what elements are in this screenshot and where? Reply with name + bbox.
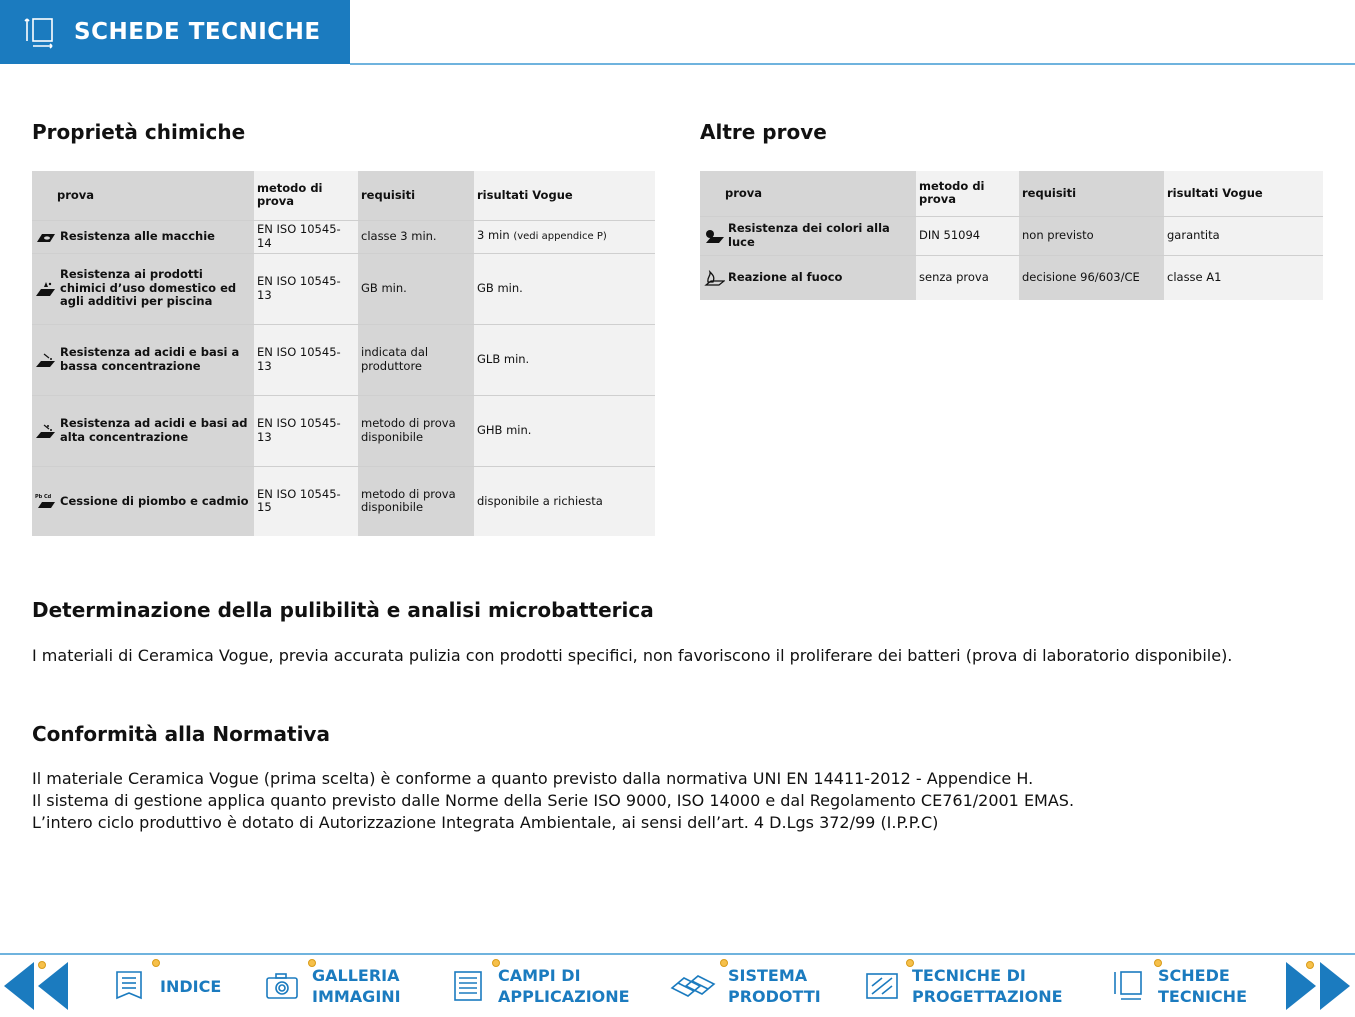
row-prova: Reazione al fuoco bbox=[728, 270, 843, 284]
header-requisiti: requisiti bbox=[358, 171, 474, 220]
technical-sheets-icon bbox=[1110, 968, 1146, 1004]
nav-label: TECNICHE bbox=[1158, 987, 1247, 1006]
compliance-line: Il sistema di gestione applica quanto previsto dalle Norme della Serie ISO 9000, ISO 14000 e dal Regolamento CE761/2001 EMAS. bbox=[32, 791, 1075, 810]
design-icon bbox=[864, 968, 900, 1004]
row-metodo: EN ISO 10545-13 bbox=[254, 253, 358, 324]
nav-dot bbox=[720, 959, 728, 967]
compliance-line: Il materiale Ceramica Vogue (prima scelta) è conforme a quanto previsto dalla normativa UNI EN 14411-2012 - Appendice H. bbox=[32, 769, 1034, 788]
header-prova: prova bbox=[32, 171, 254, 220]
acid-low-icon bbox=[35, 352, 57, 368]
svg-text:Pb Cd: Pb Cd bbox=[35, 494, 52, 501]
table-row bbox=[32, 220, 655, 253]
nav-item-indice[interactable] bbox=[112, 963, 221, 1009]
header-requisiti: requisiti bbox=[1019, 171, 1164, 216]
row-metodo: EN ISO 10545-13 bbox=[254, 395, 358, 466]
row-metodo: EN ISO 10545-13 bbox=[254, 324, 358, 395]
nav-dot bbox=[906, 959, 914, 967]
other-table bbox=[700, 171, 1323, 300]
nav-dot bbox=[1306, 961, 1314, 969]
header-risultati: risultati Vogue bbox=[474, 171, 655, 220]
light-fastness-icon bbox=[703, 228, 725, 244]
tiles-icon bbox=[670, 968, 716, 1004]
table-row bbox=[32, 466, 655, 536]
previous-page-button[interactable] bbox=[2, 958, 70, 1014]
nav-dot bbox=[308, 959, 316, 967]
row-requisiti: indicata dal produttore bbox=[358, 324, 474, 395]
row-prova: Resistenza ad acidi e basi a bassa concentrazione bbox=[60, 345, 240, 373]
row-risultati: disponibile a richiesta bbox=[474, 466, 655, 536]
cleanability-title: Determinazione della pulibilità e analisi microbatterica bbox=[32, 598, 654, 622]
cleanability-text: I materiali di Ceramica Vogue, previa accurata pulizia con prodotti specifici, non favoriscono il proliferare dei batteri (prova di laboratorio disponibile). bbox=[32, 646, 1233, 665]
nav-label: PROGETTAZIONE bbox=[912, 987, 1063, 1006]
row-prova: Resistenza dei colori alla luce bbox=[728, 221, 890, 249]
header-metodo: metodo di prova bbox=[254, 171, 358, 220]
nav-item-galleria[interactable] bbox=[264, 963, 401, 1009]
nav-label: GALLERIA bbox=[312, 966, 400, 985]
row-requisiti: GB min. bbox=[358, 253, 474, 324]
nav-item-sistema[interactable] bbox=[670, 963, 821, 1009]
row-requisiti: metodo di prova disponibile bbox=[358, 466, 474, 536]
lead-cadmium-icon bbox=[35, 493, 57, 509]
row-risultati: GB min. bbox=[474, 253, 655, 324]
row-metodo: senza prova bbox=[916, 255, 1019, 300]
nav-label: IMMAGINI bbox=[312, 987, 401, 1006]
nav-label: PRODOTTI bbox=[728, 987, 821, 1006]
table-row bbox=[700, 255, 1323, 300]
header-tab bbox=[0, 0, 350, 64]
table-header-row bbox=[700, 171, 1323, 216]
row-prova: Resistenza alle macchie bbox=[60, 228, 215, 243]
nav-label: CAMPI DI bbox=[498, 966, 581, 985]
compliance-title: Conformità alla Normativa bbox=[32, 722, 330, 746]
row-risultati: classe A1 bbox=[1164, 255, 1323, 300]
nav-dot bbox=[38, 961, 46, 969]
table-row bbox=[32, 253, 655, 324]
nav-item-schede[interactable] bbox=[1110, 963, 1247, 1009]
row-risultati: garantita bbox=[1164, 216, 1323, 255]
chemical-section-title: Proprietà chimiche bbox=[32, 120, 246, 144]
table-header-row bbox=[32, 171, 655, 220]
nav-label: APPLICAZIONE bbox=[498, 987, 630, 1006]
other-section-title: Altre prove bbox=[700, 120, 827, 144]
row-risultati: 3 min bbox=[477, 228, 510, 243]
row-requisiti: non previsto bbox=[1019, 216, 1164, 255]
nav-label: SCHEDE bbox=[1158, 966, 1230, 985]
header-prova: prova bbox=[700, 171, 916, 216]
table-row bbox=[32, 395, 655, 466]
camera-icon bbox=[264, 968, 300, 1004]
header-divider bbox=[350, 63, 1355, 65]
row-risultati: GHB min. bbox=[474, 395, 655, 466]
row-metodo: EN ISO 10545-15 bbox=[254, 466, 358, 536]
nav-item-campi[interactable] bbox=[450, 963, 630, 1009]
fire-icon bbox=[703, 270, 725, 286]
header-metodo: metodo di prova bbox=[916, 171, 1019, 216]
row-risultati: GLB min. bbox=[474, 324, 655, 395]
nav-dot bbox=[152, 959, 160, 967]
row-requisiti: classe 3 min. bbox=[358, 220, 474, 253]
header-title: SCHEDE TECNICHE bbox=[74, 19, 321, 45]
row-note: (vedi appendice P) bbox=[513, 231, 607, 243]
nav-dot bbox=[1154, 959, 1162, 967]
nav-label: SISTEMA bbox=[728, 966, 808, 985]
acid-high-icon bbox=[35, 423, 57, 439]
nav-label: TECNICHE DI bbox=[912, 966, 1026, 985]
row-prova: Cessione di piombo e cadmio bbox=[60, 493, 249, 508]
row-requisiti: decisione 96/603/CE bbox=[1019, 255, 1164, 300]
row-requisiti: metodo di prova disponibile bbox=[358, 395, 474, 466]
row-prova: Resistenza ai prodotti chimici d’uso domestico ed agli additivi per piscina bbox=[60, 267, 237, 309]
header-risultati: risultati Vogue bbox=[1164, 171, 1323, 216]
row-prova: Resistenza ad acidi e basi ad alta concentrazione bbox=[60, 416, 248, 444]
bottom-navigation bbox=[0, 955, 1355, 1017]
chemical-icon bbox=[35, 281, 57, 297]
table-row bbox=[700, 216, 1323, 255]
stain-icon bbox=[35, 229, 57, 245]
nav-dot bbox=[492, 959, 500, 967]
next-page-button[interactable] bbox=[1284, 958, 1352, 1014]
nav-label: INDICE bbox=[160, 976, 222, 996]
nav-item-tecniche[interactable] bbox=[864, 963, 1063, 1009]
list-icon bbox=[450, 968, 486, 1004]
index-icon bbox=[112, 968, 148, 1004]
row-metodo: EN ISO 10545-14 bbox=[254, 220, 358, 253]
table-row bbox=[32, 324, 655, 395]
chemical-table bbox=[32, 171, 655, 536]
row-metodo: DIN 51094 bbox=[916, 216, 1019, 255]
technical-sheets-icon bbox=[22, 15, 56, 49]
compliance-line: L’intero ciclo produttivo è dotato di Autorizzazione Integrata Ambientale, ai sensi dell’art. 4 D.Lgs 372/99 (I.P.P.C) bbox=[32, 813, 939, 832]
